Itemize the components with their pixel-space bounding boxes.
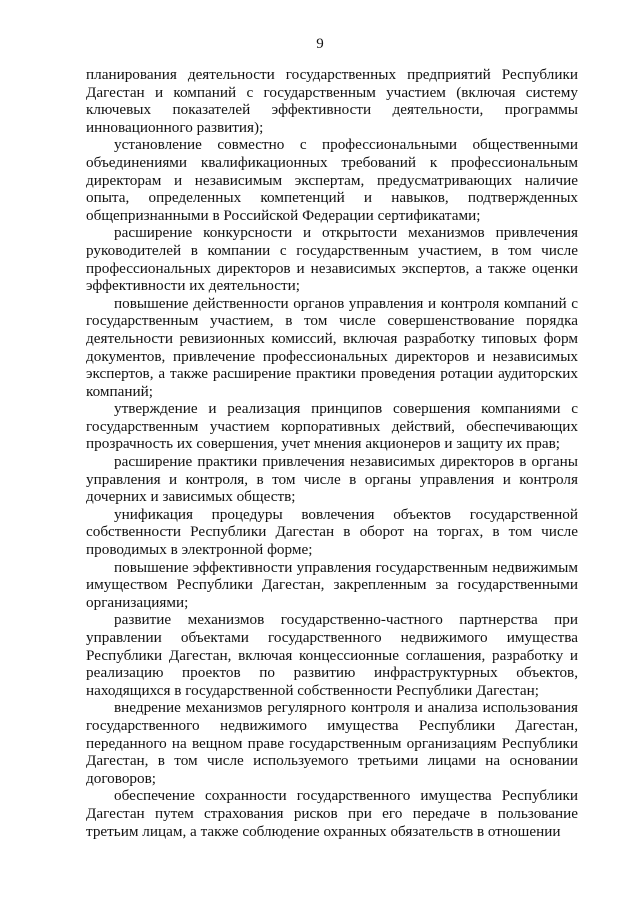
paragraph-10: внедрение механизмов регулярного контроля и анализа использования государственного недвижимого имущества Республики Дагестан, переданного на вещном праве государственным организациям Республики Дагестан, в том числе используемого третьими лицами на основании договоров; bbox=[86, 699, 578, 787]
paragraph-1: планирования деятельности государственных предприятий Республики Дагестан и компаний с государственным участием (включая систему ключевых показателей эффективности деятельности, программы инновационного развития); bbox=[86, 66, 578, 136]
page-number: 9 bbox=[316, 36, 324, 52]
paragraph-9: развитие механизмов государственно-частного партнерства при управлении объектами государственного недвижимого имущества Республики Дагестан, включая концессионные соглашения, разработку и реализацию проектов по развитию инфраструктурных объектов, находящихся в государственной собственности Республики Дагестан; bbox=[86, 611, 578, 699]
paragraph-4: повышение действенности органов управления и контроля компаний с государственным участием, в том числе совершенствование порядка деятельности ревизионных комиссий, включая разработку типовых форм документов, привлечение профессиональных директоров и независимых экспертов, а также расширение практики проведения ротации аудиторских компаний; bbox=[86, 294, 578, 400]
paragraph-5: утверждение и реализация принципов совершения компаниями с государственным участием корпоративных действий, обеспечивающих прозрачность их совершения, учет мнения акционеров и защиту их прав; bbox=[86, 400, 578, 453]
paragraph-2: установление совместно с профессиональными общественными объединениями квалификационных требований к профессиональным директорам и независимым экспертам, предусматривающих наличие опыта, определенных компетенций и навыков, подтвержденных общепризнанными в Российской Федерации сертификатами; bbox=[86, 136, 578, 224]
paragraph-8: повышение эффективности управления государственным недвижимым имуществом Республики Дагестан, закрепленным за государственными организациями; bbox=[86, 558, 578, 611]
paragraph-6: расширение практики привлечения независимых директоров в органы управления и контроля, в том числе в органы управления и контроля дочерних и зависимых обществ; bbox=[86, 453, 578, 506]
paragraph-7: унификация процедуры вовлечения объектов государственной собственности Республики Дагестан в оборот на торгах, в том числе проводимых в электронной форме; bbox=[86, 505, 578, 559]
paragraph-11: обеспечение сохранности государственного имущества Республики Дагестан путем страхования рисков при его передаче в пользование третьим лицам, а также соблюдение охранных обязательств в отношении bbox=[86, 787, 578, 840]
document-body bbox=[86, 66, 578, 840]
paragraph-3: расширение конкурсности и открытости механизмов привлечения руководителей в компании с государственным участием, в том числе профессиональных директоров и независимых экспертов, а также оценки эффективности их деятельности; bbox=[86, 224, 578, 295]
